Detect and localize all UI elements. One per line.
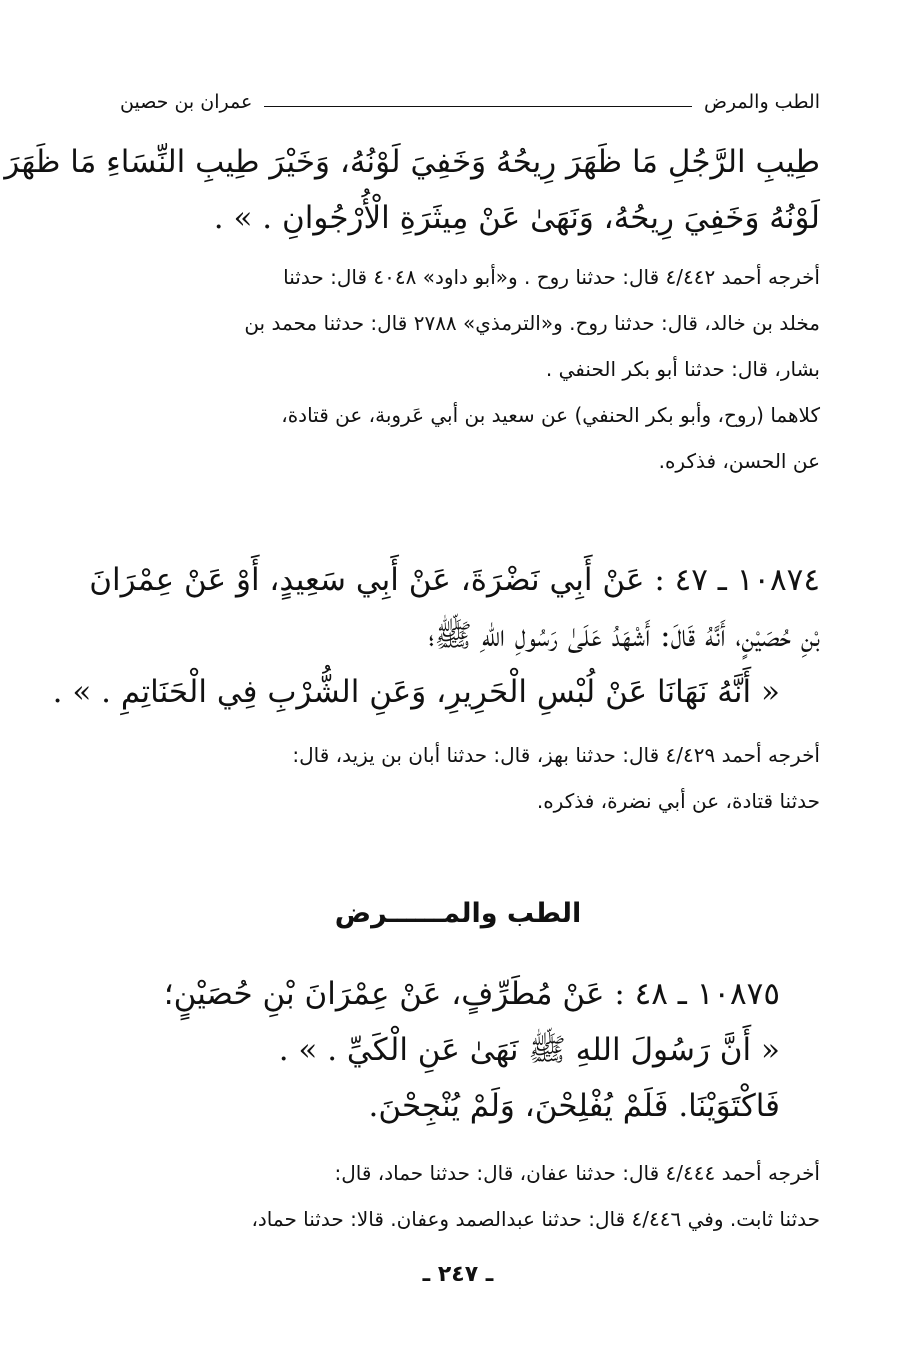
note-line: أخرجه أحمد ٤/٤٢٩ قال: حدثنا بهز، قال: حدثنا أبان بن يزيد، قال: [292,743,820,767]
running-header [120,88,820,116]
takhrij-note [120,254,820,484]
section-heading: الطب والمــــــرض [334,898,582,929]
header-rule [264,106,692,107]
note-line: أخرجه أحمد ٤/٤٤٤ قال: حدثنا عفان، قال: حدثنا حماد، قال: [334,1161,820,1185]
hadith-line: « أَنَّ رَسُولَ اللهِ ﷺ نَهَىٰ عَنِ الْكَيِّ . » . [278,1032,780,1068]
companion-name: عمران بن حصين [120,91,253,113]
chapter-title: الطب والمرض [703,91,820,113]
hadith-continuation [4,134,820,246]
note-line: بشار، قال: حدثنا أبو بكر الحنفي . [545,357,820,381]
hadith-line: فَاكْتَوَيْنَا. فَلَمْ يُفْلِحْنَ، وَلَمْ يُنْجِحْنَ. [368,1088,780,1124]
hadith-10874 [52,552,820,720]
hadith-line: ١٠٨٧٥ ـ ٤٨ : عَنْ مُطَرِّفٍ، عَنْ عِمْرَانَ بْنِ حُصَيْنٍ؛ [163,976,780,1012]
page-number: ـ ٢٤٧ ـ [422,1262,494,1287]
hadith-line: لَوْنُهُ وَخَفِيَ رِيحُهُ، وَنَهَىٰ عَنْ مِيثَرَةِ الْأُرْجُوانِ . » . [213,200,820,236]
note-line: مخلد بن خالد، قال: حدثنا روح. و«الترمذي» ٢٧٨٨ قال: حدثنا محمد بن [244,311,820,335]
note-line: عن الحسن، فذكره. [658,449,820,473]
hadith-line: ١٠٨٧٤ ـ ٤٧ : عَنْ أَبِي نَضْرَةَ، عَنْ أَبِي سَعِيدٍ، أَوْ عَنْ عِمْرَانَ [89,562,820,598]
hadith-line: طِيبِ الرَّجُلِ مَا ظَهَرَ رِيحُهُ وَخَفِيَ لَوْنُهُ، وَخَيْرَ طِيبِ النِّسَاءِ مَا ظَهَرَ [4,144,820,180]
takhrij-note [120,732,820,824]
hadith-line: « أَنَّهُ نَهَانَا عَنْ لُبْسِ الْحَرِيرِ، وَعَنِ الشُّرْبِ فِي الْحَنَاتِمِ . » . [52,674,780,710]
note-line: حدثنا قتادة، عن أبي نضرة، فذكره. [536,789,820,813]
note-line: كلاهما (روح، وأبو بكر الحنفي) عن سعيد بن أبي عَروبة، عن قتادة، [281,403,820,427]
hadith-10875 [120,966,820,1134]
note-line: حدثنا ثابت. وفي ٤/٤٤٦ قال: حدثنا عبدالصمد وعفان. قالا: حدثنا حماد، [251,1207,820,1231]
note-line: أخرجه أحمد ٤/٤٤٢ قال: حدثنا روح . و«أبو داود» ٤٠٤٨ قال: حدثنا [283,265,820,289]
takhrij-note [120,1150,820,1242]
hadith-line: بْنِ حُصَيْنٍ، أَنَّهُ قَالَ: أَشْهَدُ عَلَىٰ رَسُولِ اللهِ ﷺ؛ [428,618,820,654]
